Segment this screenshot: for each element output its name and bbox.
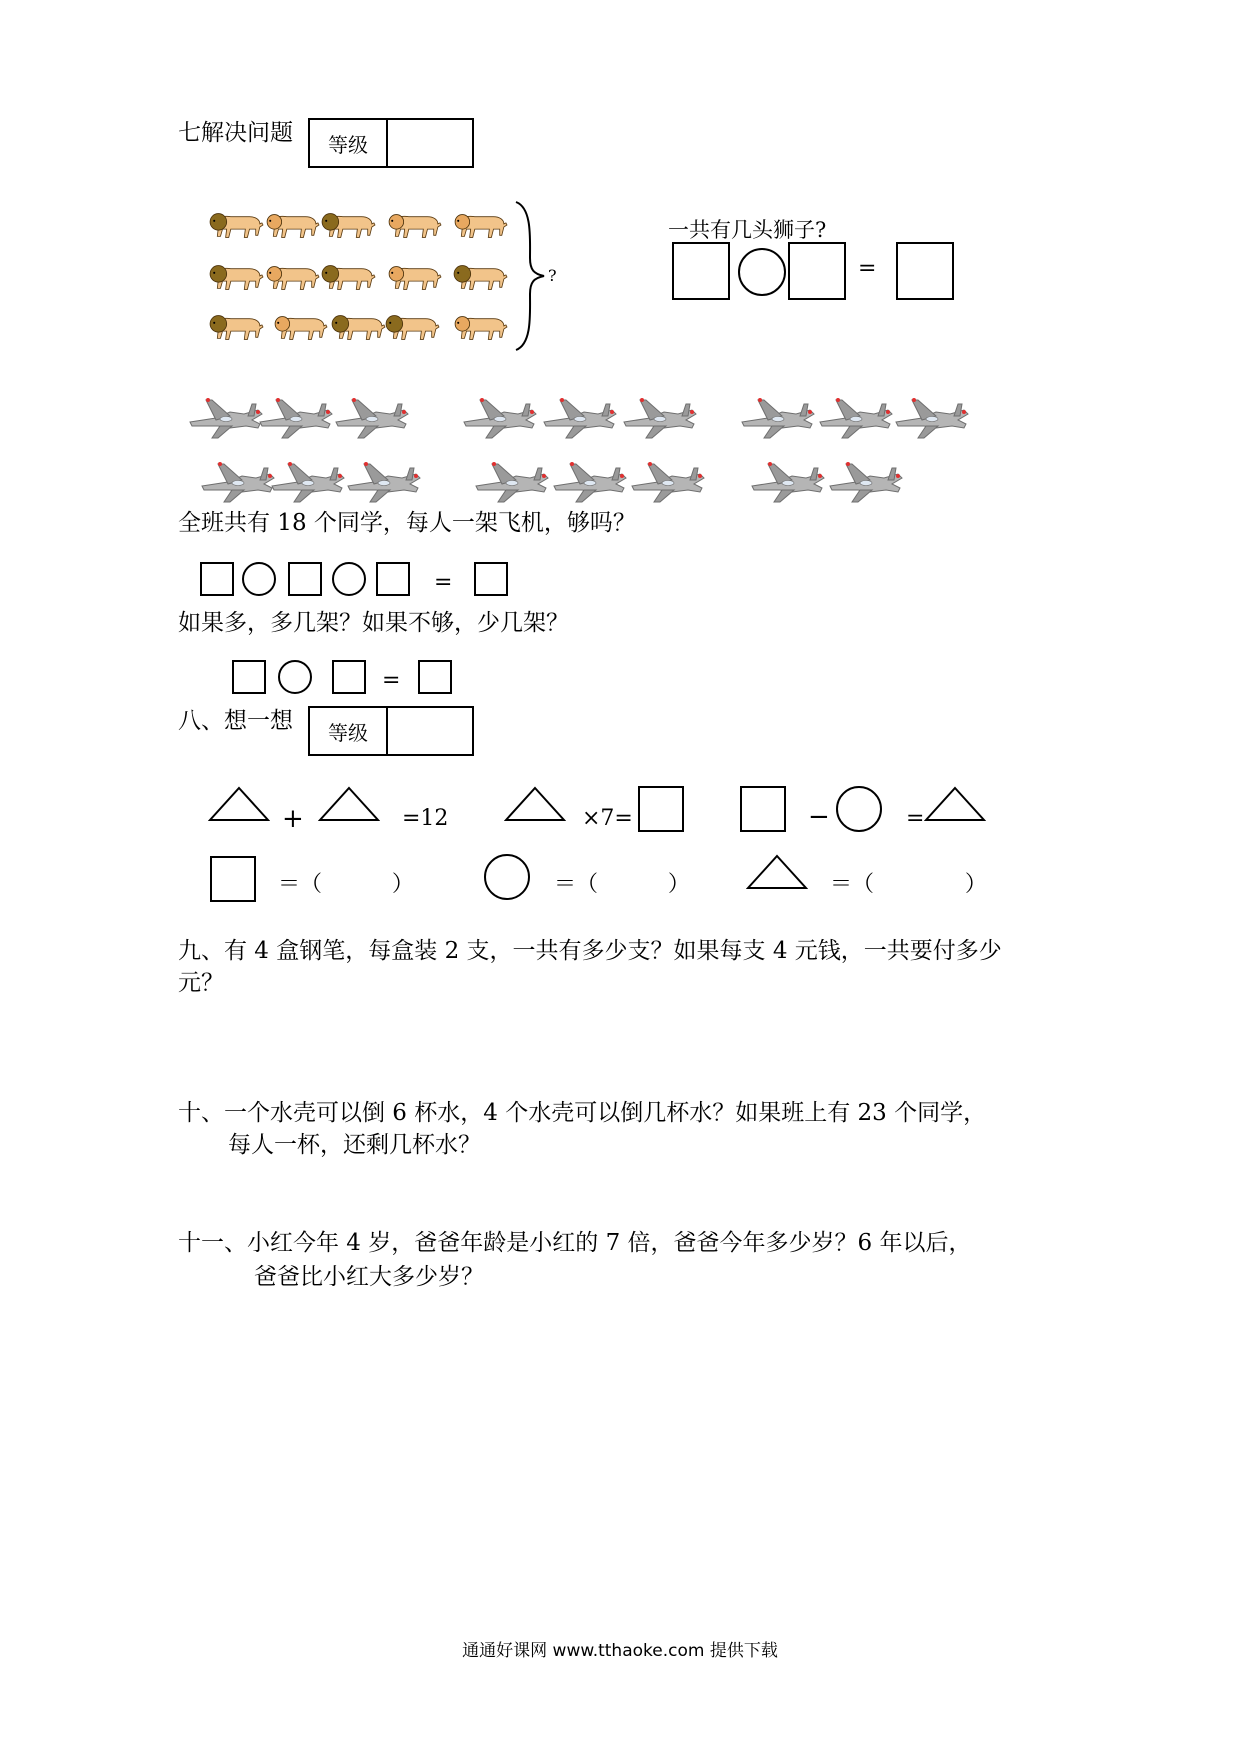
jet-icon	[748, 456, 828, 506]
jet-icon	[620, 392, 700, 442]
grade-box-7	[308, 118, 474, 168]
section10-line1: 十、一个水壳可以倒 6 杯水，4 个水壳可以倒几杯水？如果班上有 23 个同学，	[178, 1100, 987, 1126]
answer-square[interactable]	[288, 562, 322, 596]
operator-circle[interactable]	[332, 562, 366, 596]
lion-icon	[320, 262, 376, 294]
triangle-shape	[924, 786, 986, 822]
answer-square[interactable]	[376, 562, 410, 596]
lion-icon	[386, 210, 442, 242]
answer-square[interactable]	[672, 242, 730, 300]
square-answer[interactable]: ＝（ ）	[278, 872, 414, 897]
operator-circle[interactable]	[738, 248, 786, 296]
jet-icon	[186, 392, 266, 442]
triangle-shape	[504, 786, 566, 822]
lion-icon	[264, 262, 320, 294]
answer-square[interactable]	[418, 660, 452, 694]
answer-square[interactable]	[200, 562, 234, 596]
lion-icon	[386, 262, 442, 294]
minus-sign: −	[808, 802, 830, 832]
jet-icon	[256, 392, 336, 442]
jet-icon	[628, 456, 708, 506]
equals-sign: =	[858, 256, 877, 281]
plus-sign: +	[282, 804, 304, 834]
lion-icon	[320, 210, 376, 242]
section9-line2: 元？	[178, 970, 224, 996]
plane-question: 全班共有 18 个同学，每人一架飞机，够吗？	[178, 510, 636, 536]
followup-question: 如果多，多几架？如果不够，少几架？	[178, 610, 569, 636]
jet-icon	[892, 392, 972, 442]
jet-icon	[472, 456, 552, 506]
jet-icon	[550, 456, 630, 506]
section11-line2: 爸爸比小红大多少岁？	[254, 1264, 484, 1290]
triangle-shape	[208, 786, 270, 822]
grade-box-8	[308, 706, 474, 756]
triangle-shape	[318, 786, 380, 822]
equals-twelve: =12	[402, 806, 449, 831]
circle-answer[interactable]: ＝（ ）	[554, 872, 690, 897]
lion-icon	[384, 312, 440, 344]
jet-icon	[460, 392, 540, 442]
lion-icon	[330, 312, 386, 344]
lion-icon	[208, 262, 264, 294]
operator-circle[interactable]	[278, 660, 312, 694]
jet-icon	[268, 456, 348, 506]
answer-square[interactable]	[896, 242, 954, 300]
section10-line2: 每人一杯，还剩几杯水？	[228, 1132, 481, 1158]
triangle-answer[interactable]: ＝（ ）	[830, 872, 987, 897]
answer-square[interactable]	[210, 856, 256, 902]
operator-circle[interactable]	[836, 786, 882, 832]
operator-circle[interactable]	[242, 562, 276, 596]
jet-icon	[816, 392, 896, 442]
section8-title: 八、想一想	[178, 708, 293, 734]
jet-icon	[826, 456, 906, 506]
answer-square[interactable]	[788, 242, 846, 300]
lion-icon	[208, 312, 264, 344]
lion-icon	[208, 210, 264, 242]
jet-icon	[540, 392, 620, 442]
grade-field-7[interactable]	[388, 120, 472, 166]
triangle-shape	[746, 854, 808, 890]
answer-square[interactable]	[740, 786, 786, 832]
lion-question: 一共有几头狮子?	[668, 218, 827, 242]
equals-sign: =	[434, 570, 453, 595]
lion-icon	[264, 210, 320, 242]
operator-circle[interactable]	[484, 854, 530, 900]
jet-icon	[738, 392, 818, 442]
curly-brace	[510, 198, 550, 354]
grade-label-8: 等级	[310, 708, 388, 754]
answer-square[interactable]	[638, 786, 684, 832]
brace-question-mark: ?	[548, 266, 557, 285]
lion-icon	[452, 312, 508, 344]
jet-icon	[332, 392, 412, 442]
section7-title: 七解决问题	[178, 120, 293, 146]
section9-line1: 九、有 4 盒钢笔，每盒装 2 支，一共有多少支？如果每支 4 元钱，一共要付多少	[178, 938, 1002, 964]
lion-icon	[452, 210, 508, 242]
answer-square[interactable]	[474, 562, 508, 596]
jet-icon	[198, 456, 278, 506]
grade-label-7: 等级	[310, 120, 388, 166]
answer-square[interactable]	[332, 660, 366, 694]
footer-text: 通通好课网 www.tthaoke.com 提供下载	[462, 1641, 778, 1661]
lion-icon	[272, 312, 328, 344]
times-seven: ×7=	[582, 806, 633, 831]
grade-field-8[interactable]	[388, 708, 472, 754]
section11-line1: 十一、小红今年 4 岁，爸爸年龄是小红的 7 倍，爸爸今年多少岁？6 年以后，	[178, 1230, 972, 1256]
jet-icon	[344, 456, 424, 506]
equals-sign: =	[906, 806, 925, 831]
answer-square[interactable]	[232, 660, 266, 694]
equals-sign: =	[382, 668, 401, 693]
lion-icon	[452, 262, 508, 294]
